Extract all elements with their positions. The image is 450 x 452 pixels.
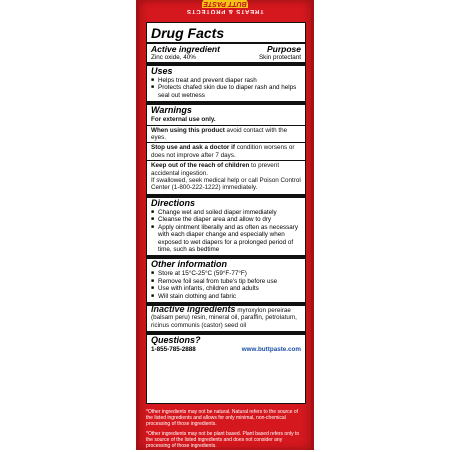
drug-facts-title: Drug Facts: [151, 25, 225, 41]
list-item: ■ Use with infants, children and adults: [151, 285, 301, 292]
brand-logo: BUTT PASTE: [203, 0, 247, 7]
brand-tagline: TREATS & PROTECTS: [186, 8, 264, 14]
questions-url: www.buttpaste.com: [241, 346, 301, 354]
directions-heading: Directions: [151, 197, 196, 208]
other-information-list: [147, 270, 305, 300]
divider: [147, 142, 305, 143]
list-item: ■ Change wet and soiled diaper immediately: [151, 209, 301, 216]
drug-facts-panel: [146, 22, 306, 404]
stop-use-warning: [147, 144, 305, 159]
list-item: ■ Cleanse the diaper area and allow to dry: [151, 216, 301, 223]
divider: [147, 125, 305, 126]
questions-row: [147, 346, 305, 354]
directions-list: [147, 209, 305, 253]
stop-use-label: Stop use and ask a doctor if: [151, 144, 235, 152]
top-brand-strip: [150, 0, 300, 22]
purpose-header: Purpose: [266, 44, 301, 54]
footnote-natural: *Other ingredients may not be natural. Natural refers to the source of the listed ingredients and allows for only minimal, non-chemical processing of those ingredients.: [146, 409, 299, 428]
footnote-plant-based: *Other ingredients may not be plant based. Plant based refers only to the source of the listed ingredients and does not consider any processing of those ingredients.: [146, 430, 300, 450]
inactive-ingredients-text: myroxylon pereirae (balsam peru) resin, mineral oil, paraffin, petrolatum, ricinus communis (castor) seed oil: [151, 306, 297, 329]
list-item: ■ Will stain clothing and fabric: [151, 293, 301, 300]
stop-use-text: condition worsens or does not improve after 7 days.: [151, 144, 295, 159]
other-information-heading: Other information: [151, 259, 227, 270]
keep-out-text: to prevent accidental ingestion.: [151, 162, 280, 177]
active-ingredient: Zinc oxide, 40%: [151, 54, 196, 61]
when-using-label: When using this product: [151, 126, 225, 134]
uses-list: [147, 77, 305, 99]
external-use-warning: For external use only.: [151, 116, 216, 124]
keep-out-label: Keep out of the reach of children: [151, 162, 250, 170]
swallowed-warning: If swallowed, seek medical help or call Poison Control Center (1-800-222-1222) immediately.: [151, 177, 301, 192]
questions-phone: 1-855-785-2888: [151, 346, 196, 354]
list-item: ■ Apply ointment liberally and as often as necessary with each diaper change and especially when exposed to wet diapers for a prolonged period of time, such as bedtime: [151, 224, 301, 254]
uses-heading: Uses: [151, 66, 173, 76]
box-left-edge: [136, 0, 139, 450]
warnings-heading: Warnings: [151, 105, 192, 116]
list-item: ■ Store at 15°C-25°C (59°F-77°F): [151, 270, 301, 277]
inactive-ingredients: [147, 303, 305, 329]
when-using-warning: [147, 127, 305, 142]
inactive-ingredients-heading: Inactive ingredients: [151, 303, 236, 314]
list-item: ■ Remove foil seal from tube's tip before use: [151, 278, 301, 285]
questions-heading: Questions?: [151, 335, 201, 346]
box-right-edge: [311, 0, 314, 450]
list-item: ■ Helps treat and prevent diaper rash: [151, 77, 301, 84]
active-ingredient-row: [147, 54, 305, 62]
keep-out-warning: [147, 162, 305, 177]
footnotes: [146, 409, 306, 452]
purpose: Skin protectant: [258, 54, 301, 61]
active-ingredient-header-row: [147, 44, 305, 54]
divider: [147, 160, 305, 161]
when-using-text: avoid contact with the eyes.: [151, 126, 288, 142]
active-ingredient-header: Active ingredient: [151, 44, 220, 54]
list-item: ■ Protects chafed skin due to diaper rash and helps seal out wetness: [151, 84, 301, 99]
